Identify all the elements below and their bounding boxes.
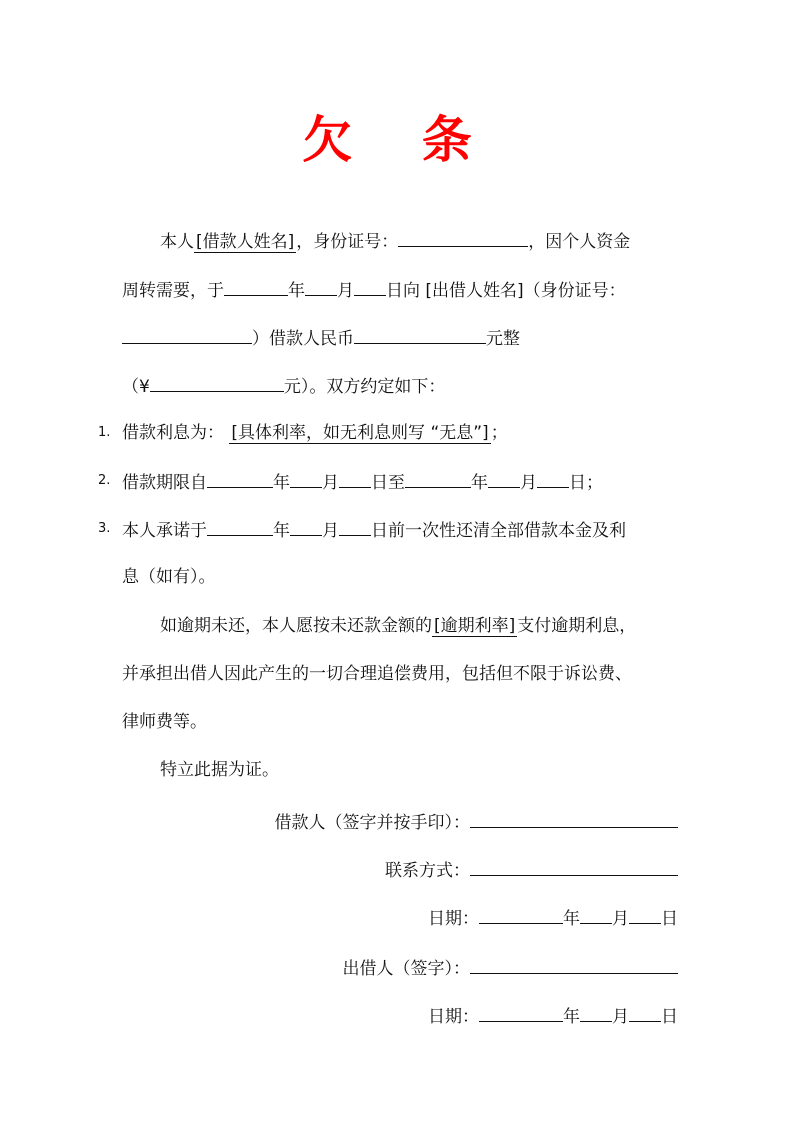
term-end-month-blank[interactable] <box>488 469 520 488</box>
term-end-day-blank[interactable] <box>537 469 569 488</box>
item-2: 借款期限自 年 月 日至 年 月 日； <box>122 469 603 495</box>
loan-month-blank[interactable] <box>305 277 337 296</box>
item-2-number: 2. <box>98 473 111 488</box>
lender-date-day-blank[interactable] <box>629 1003 661 1022</box>
item-3-continuation: 息（如有）。 <box>122 567 216 587</box>
closing-statement: 特立此据为证。 <box>160 760 279 780</box>
repay-day-blank[interactable] <box>339 517 371 536</box>
contact-row: 联系方式： <box>385 857 678 883</box>
term-end-year-blank[interactable] <box>405 469 471 488</box>
borrower-date-month-blank[interactable] <box>580 905 612 924</box>
amount-number-blank[interactable] <box>150 373 284 392</box>
lender-signature-row: 出借人（签字）： <box>343 955 679 981</box>
overdue-line-3: 律师费等。 <box>122 712 207 732</box>
borrower-signature-row: 借款人（签字并按手印）： <box>275 809 679 835</box>
borrower-id-blank[interactable] <box>398 228 528 247</box>
contact-blank[interactable] <box>470 857 678 876</box>
intro-line-1: 本人 [借款人姓名] ，身份证号： ，因个人资金 <box>160 228 630 254</box>
overdue-line-1: 如逾期未还，本人愿按未还款金额的 [逾期利率] 支付逾期利息， <box>160 616 637 636</box>
lender-id-blank[interactable] <box>122 325 252 344</box>
item-1: 借款利息为： [具体利率，如无利息则写 “无息”] ； <box>122 423 508 443</box>
term-start-year-blank[interactable] <box>207 469 273 488</box>
lender-name-field[interactable]: [出借人姓名] <box>425 281 524 301</box>
repay-year-blank[interactable] <box>207 517 273 536</box>
repay-month-blank[interactable] <box>290 517 322 536</box>
loan-day-blank[interactable] <box>354 277 386 296</box>
intro-line-3: ）借款人民币 元整 <box>122 325 520 351</box>
item-1-number: 1. <box>98 425 111 440</box>
borrower-signature-blank[interactable] <box>470 809 678 828</box>
term-start-day-blank[interactable] <box>339 469 371 488</box>
lender-date-year-blank[interactable] <box>479 1003 563 1022</box>
loan-year-blank[interactable] <box>224 277 288 296</box>
overdue-line-2: 并承担出借人因此产生的一切合理追偿费用，包括但不限于诉讼费、 <box>122 664 632 684</box>
borrower-date-day-blank[interactable] <box>629 905 661 924</box>
item-3: 本人承诺于 年 月 日前一次性还清全部借款本金及利 <box>122 517 626 543</box>
lender-signature-blank[interactable] <box>470 955 678 974</box>
intro-line-2: 周转需要，于 年 月 日向 [出借人姓名]（身份证号： <box>122 277 626 303</box>
term-start-month-blank[interactable] <box>290 469 322 488</box>
overdue-rate-field[interactable]: [逾期利率] <box>434 616 516 636</box>
intro-line-4: （¥ 元）。双方约定如下： <box>122 373 445 399</box>
borrower-date-year-blank[interactable] <box>479 905 563 924</box>
interest-rate-field[interactable]: [具体利率，如无利息则写 “无息”] <box>231 423 489 443</box>
item-3-number: 3. <box>98 521 111 536</box>
borrower-date-row: 日期： 年 月 日 <box>428 905 678 931</box>
lender-date-row: 日期： 年 月 日 <box>428 1003 678 1029</box>
amount-chinese-blank[interactable] <box>354 325 486 344</box>
lender-date-month-blank[interactable] <box>580 1003 612 1022</box>
borrower-name-field[interactable]: [借款人姓名] <box>196 232 295 252</box>
document-title: 欠 条 <box>302 111 498 169</box>
